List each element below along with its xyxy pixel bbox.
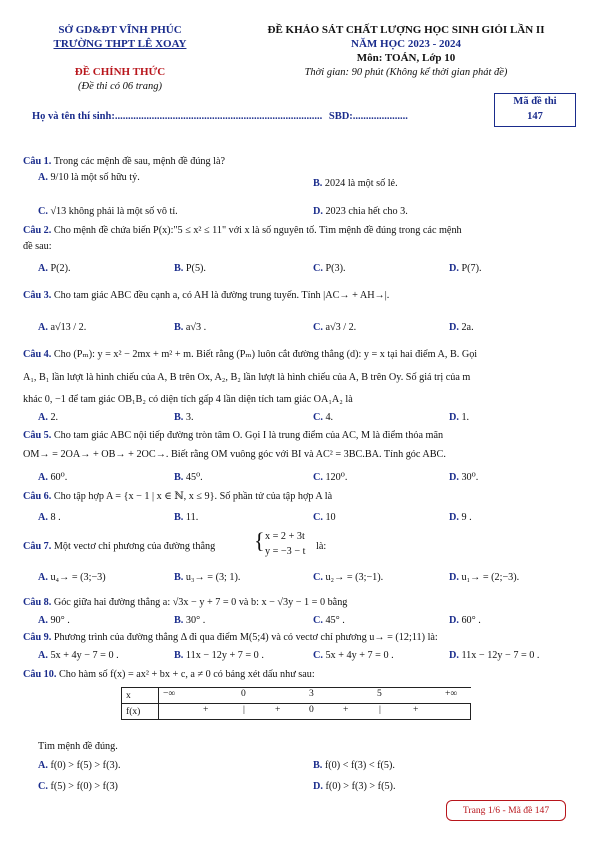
question-3 [23,290,389,303]
q6-option-b: B. 11. [174,512,199,523]
q5-option-b: B. 45⁰. [174,472,203,483]
q5-option-c: C. 120⁰. [313,472,348,483]
q2-option-a: A. P(2). [38,263,71,274]
q3-option-c: C. a√3 / 2. [313,322,357,333]
option-text: 11. [185,512,199,523]
q6-option-a: A. 8 . [38,512,61,523]
sign-7: + [413,704,419,715]
q-label: Câu 3. [23,290,52,301]
option-text: 120⁰. [325,472,348,483]
q1-option-c: C. √13 không phải là một số vô tỉ. [38,206,178,217]
q-text: Cho mệnh đề chứa biến P(x):"5 ≤ x² ≤ 11" với x là số nguyên tố. Tìm mệnh đề đúng trong các mệnh [53,225,462,236]
official-label: ĐỀ CHÍNH THỨC [74,66,166,78]
subject: Môn: TOÁN, Lớp 10 [356,52,456,64]
q9-option-d: D. 11x − 12y − 7 = 0 . [449,650,540,661]
option-text: u₂→ = (3;−1). [325,572,384,583]
q5-option-a: A. 60⁰. [38,472,68,483]
question-10 [23,669,315,682]
option-text: 2. [50,412,59,423]
option-text: P(5). [185,263,206,274]
option-text: 2024 là một số lẻ. [324,178,398,189]
code-label: Mã đề thi [513,96,557,107]
x-values [159,688,471,704]
question-2 [23,225,462,238]
option-text: 4. [325,412,334,423]
option-text: u₁→ = (2;−3). [461,572,520,583]
sign-4: 0 [309,704,314,715]
q7-option-a: A. u₄→ = (3;−3) [38,572,106,583]
q-text: Cho tam giác ABC đều cạnh a, có AH là đường trung tuyến. Tính |AC→ + AH→|. [53,290,390,301]
q4-option-a: A. 2. [38,412,59,423]
sign-5: + [343,704,349,715]
question-5 [23,430,443,443]
q4-option-c: C. 4. [313,412,334,423]
option-text: 8 . [50,512,61,523]
option-text: 30° . [185,615,206,626]
exam-time: Thời gian: 90 phút (Không kể thời gian phát đề) [304,67,508,78]
dept-name: SỞ GD&ĐT VĨNH PHÚC [58,24,182,36]
q4-option-b: B. 3. [174,412,194,423]
q7-option-d: D. u₁→ = (2;−3). [449,572,520,583]
q2-option-d: D. P(7). [449,263,482,274]
system-brace: { [254,528,265,553]
q10-option-d: D. f(0) > f(3) > f(5). [313,781,396,792]
x-three: 3 [309,688,314,699]
question-7 [23,541,215,554]
q7-option-b: B. u₃→ = (3; 1). [174,572,241,583]
option-text: P(7). [461,263,482,274]
q10-option-b: B. f(0) < f(3) < f(5). [313,760,395,771]
fx-signs [159,704,471,720]
name-line: Họ và tên thí sinh:............................................................................... [32,111,323,122]
option-text: 60° . [461,615,481,626]
question-1 [23,156,225,169]
system-line-2: y = −3 − t [265,546,306,557]
q1-option-b: B. 2024 là một số lẻ. [313,178,398,189]
q4-option-d: D. 1. [449,412,470,423]
q5-option-d: D. 30⁰. [449,472,479,483]
option-text: a√3 . [185,322,207,333]
x-header: x [122,688,159,704]
q3-option-d: D. 2a. [449,322,474,333]
q8-option-a: A. 90° . [38,615,70,626]
q2-option-b: B. P(5). [174,263,206,274]
sign-table-x-row [122,688,471,704]
option-text: 30⁰. [461,472,479,483]
q-label: Câu 8. [23,597,52,608]
option-text: P(3). [325,263,346,274]
q-label: Câu 1. [23,156,52,167]
q8-option-c: C. 45° . [313,615,345,626]
q-text: Một vectơ chỉ phương của đường thẳng [53,541,216,552]
school-name: TRƯỜNG THPT LÊ XOAY [53,38,187,50]
option-text: a√13 / 2. [50,322,87,333]
code-value: 147 [527,111,543,122]
q8-option-b: B. 30° . [174,615,206,626]
x-neg-inf: −∞ [163,688,176,699]
question-2-cont: đề sau: [23,241,52,252]
option-text: 45° . [325,615,345,626]
q9-option-b: B. 11x − 12y + 7 = 0 . [174,650,264,661]
page-count: (Đề thi có 06 trang) [78,81,162,92]
question-6 [23,491,332,504]
q-label: Câu 9. [23,632,52,643]
q3-option-a: A. a√13 / 2. [38,322,87,333]
option-text: P(2). [50,263,71,274]
option-text: 9 . [461,512,472,523]
q-label: Câu 2. [23,225,52,236]
q-label: Câu 7. [23,541,52,552]
q2-option-c: C. P(3). [313,263,346,274]
option-text: 3. [185,412,194,423]
q9-option-c: C. 5x + 4y + 7 = 0 . [313,650,394,661]
sign-1: + [203,704,209,715]
candidate-name-field [32,110,408,123]
option-text: 11x − 12y + 7 = 0 . [185,650,264,661]
option-text: 9/10 là một số hữu tỷ. [50,172,140,183]
sign-3: + [275,704,281,715]
x-pos-inf: +∞ [445,688,458,699]
option-text: f(0) < f(3) < f(5). [324,760,395,771]
sign-2: | [243,704,245,715]
sign-table-f-row [122,704,471,720]
q10-option-a: A. f(0) > f(5) > f(3). [38,760,121,771]
question-4-cont: A₁, B₁ lần lượt là hình chiếu của A, B trên Ox, A₂, B₂ lần lượt là hình chiếu của A, B trên Oy. Số giá trị của m [23,372,471,383]
question-9 [23,632,438,645]
option-text: f(0) > f(5) > f(3). [50,760,121,771]
q3-option-b: B. a√3 . [174,322,207,333]
question-7-end: là: [316,541,327,552]
q-text: Phương trình của đường thẳng Δ đi qua điểm M(5;4) và có vectơ chỉ phương u→ = (12;11) là: [53,632,438,643]
option-text: 60⁰. [50,472,68,483]
option-text: 90° . [50,615,70,626]
q9-option-a: A. 5x + 4y − 7 = 0 . [38,650,119,661]
q-text: Trong các mệnh đề sau, mệnh đề đúng là? [53,156,226,167]
sign-table [121,687,471,720]
fx-header: f(x) [122,704,159,720]
option-text: 5x + 4y − 7 = 0 . [50,650,119,661]
exam-title: ĐỀ KHẢO SÁT CHẤT LƯỢNG HỌC SINH GIỎI LẦN II [267,24,545,36]
option-text: 2a. [461,322,474,333]
option-text: 10 [325,512,336,523]
option-text: 2023 chia hết cho 3. [325,206,408,217]
option-text: 11x − 12y − 7 = 0 . [461,650,540,661]
x-five: 5 [377,688,382,699]
q6-option-d: D. 9 . [449,512,472,523]
option-text: f(5) > f(0) > f(3) [50,781,118,792]
option-text: 45⁰. [185,472,203,483]
q-text: Cho (Pₘ): y = x² − 2mx + m² + m. Biết rằng (Pₘ) luôn cắt đường thẳng (d): y = x tại hai điểm A, B. Gọi [53,349,478,360]
q-text: Cho hàm số f(x) = ax² + bx + c, a ≠ 0 có bảng xét dấu như sau: [58,669,315,680]
question-4-cont2: khác 0, −1 để tam giác OB₁B₂ có diện tích gấp 4 lần diện tích tam giác OA₁A₂ là [23,394,353,405]
q-label: Câu 10. [23,669,57,680]
q-label: Câu 4. [23,349,52,360]
q10-option-c: C. f(5) > f(0) > f(3) [38,781,118,792]
q1-option-d: D. 2023 chia hết cho 3. [313,206,408,217]
option-text: 1. [461,412,470,423]
q7-option-c: C. u₂→ = (3;−1). [313,572,384,583]
q-text: Góc giữa hai đường thẳng a: √3x − y + 7 = 0 và b: x − √3y − 1 = 0 bằng [53,597,348,608]
question-4 [23,349,477,362]
sbd-line: SBD:..................... [328,111,408,122]
question-8 [23,597,347,610]
q6-option-c: C. 10 [313,512,336,523]
page-footer: Trang 1/6 - Mã đề 147 [446,800,566,821]
school-year: NĂM HỌC 2023 - 2024 [351,38,461,50]
option-text: f(0) > f(3) > f(5). [325,781,396,792]
option-text: 5x + 4y + 7 = 0 . [325,650,394,661]
question-10-prompt: Tìm mệnh đề đúng. [38,741,118,752]
option-text: a√3 / 2. [325,322,357,333]
x-zero: 0 [241,688,246,699]
q-label: Câu 6. [23,491,52,502]
option-text: u₄→ = (3;−3) [50,572,106,583]
q-label: Câu 5. [23,430,52,441]
exam-code-box [494,93,576,127]
q-text: Cho tập hợp A = {x − 1 | x ∈ ℕ, x ≤ 9}. Số phần tử của tập hợp A là [53,491,333,502]
system-line-1: x = 2 + 3t [265,531,305,542]
q-text: Cho tam giác ABC nội tiếp đường tròn tâm O. Gọi I là trung điểm của AC, M là điểm thỏa mãn [53,430,444,441]
question-5-cont: OM→ = 2OA→ + OB→ + 2OC→. Biết rằng OM vuông góc với BI và AC² = 3BC.BA. Tính góc ABC. [23,449,446,460]
sign-6: | [379,704,381,715]
q8-option-d: D. 60° . [449,615,481,626]
option-text: u₃→ = (3; 1). [185,572,241,583]
option-text: √13 không phải là một số vô tỉ. [50,206,178,217]
q1-option-a: A. 9/10 là một số hữu tỷ. [38,172,140,183]
